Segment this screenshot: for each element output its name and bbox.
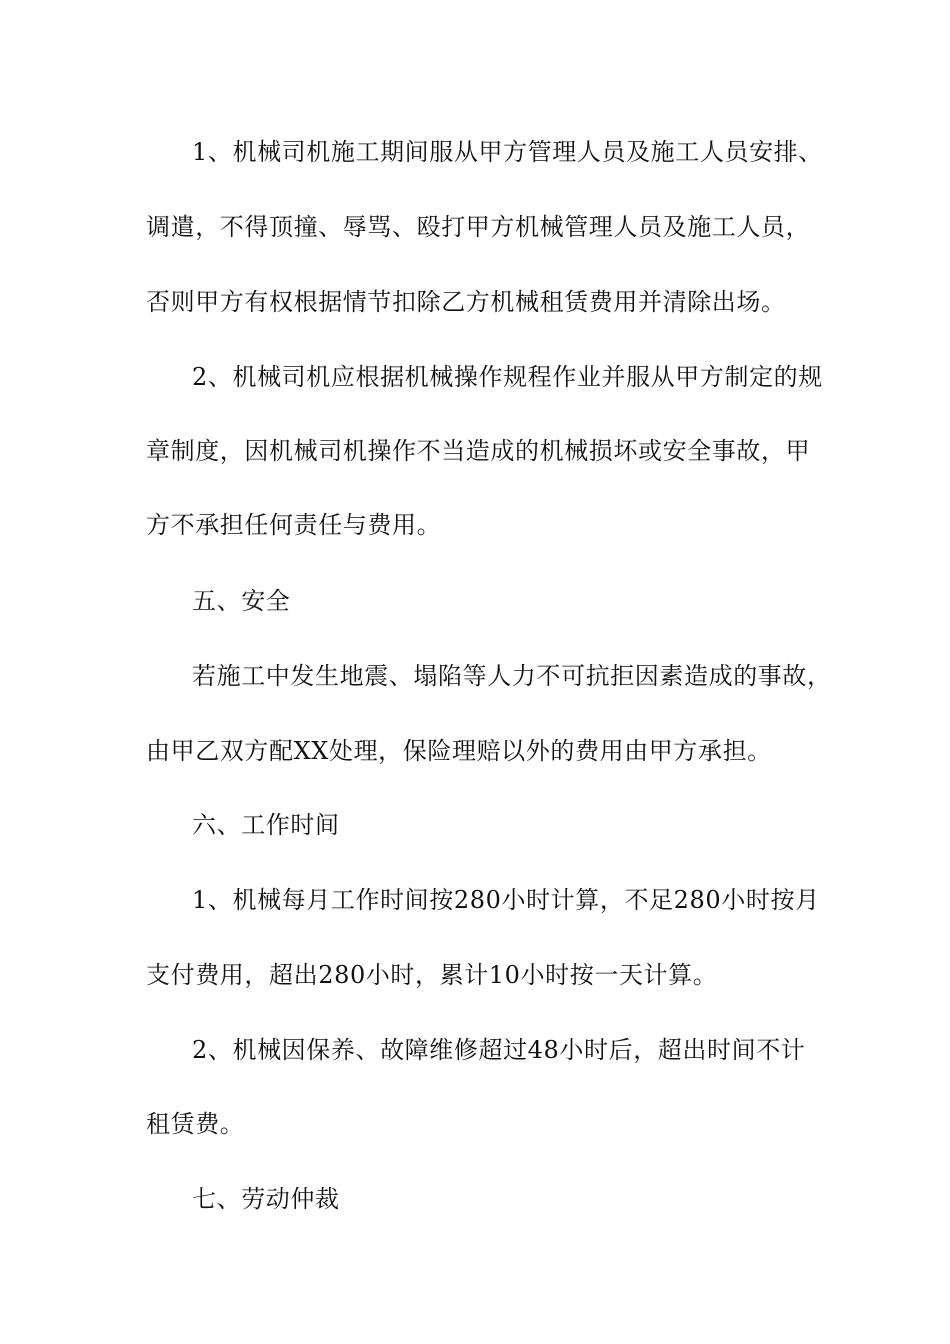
- paragraph-2-line-3: 方不承担任何责任与费用。: [146, 511, 442, 539]
- paragraph-2-line-2: 章制度，因机械司机操作不当造成的机械损坏或安全事故，甲: [146, 437, 811, 465]
- paragraph-5-line-2: 租赁费。: [146, 1110, 245, 1138]
- paragraph-3-line-2: 由甲乙双方配XX处理，保险理赔以外的费用由甲方承担。: [146, 737, 772, 765]
- paragraph-3-line-1: 若施工中发生地震、塌陷等人力不可抗拒因素造成的事故，: [192, 662, 832, 690]
- section-heading-safety: 五、安全: [192, 587, 291, 615]
- section-heading-labor-arbitration: 七、劳动仲裁: [192, 1185, 340, 1213]
- paragraph-5-line-1: 2、机械因保养、故障维修超过48小时后，超出时间不计: [192, 1036, 806, 1064]
- paragraph-1-line-1: 1、机械司机施工期间服从甲方管理人员及施工人员安排、: [192, 138, 823, 166]
- section-heading-work-time: 六、工作时间: [192, 811, 340, 839]
- paragraph-4-line-2: 支付费用，超出280小时，累计10小时按一天计算。: [146, 961, 718, 989]
- paragraph-1-line-3: 否则甲方有权根据情节扣除乙方机械租赁费用并清除出场。: [146, 288, 786, 316]
- paragraph-4-line-1: 1、机械每月工作时间按280小时计算，不足280小时按月: [192, 886, 820, 914]
- paragraph-2-line-1: 2、机械司机应根据机械操作规程作业并服从甲方制定的规: [192, 363, 823, 391]
- paragraph-1-line-2: 调遣，不得顶撞、辱骂、殴打甲方机械管理人员及施工人员，: [146, 213, 811, 241]
